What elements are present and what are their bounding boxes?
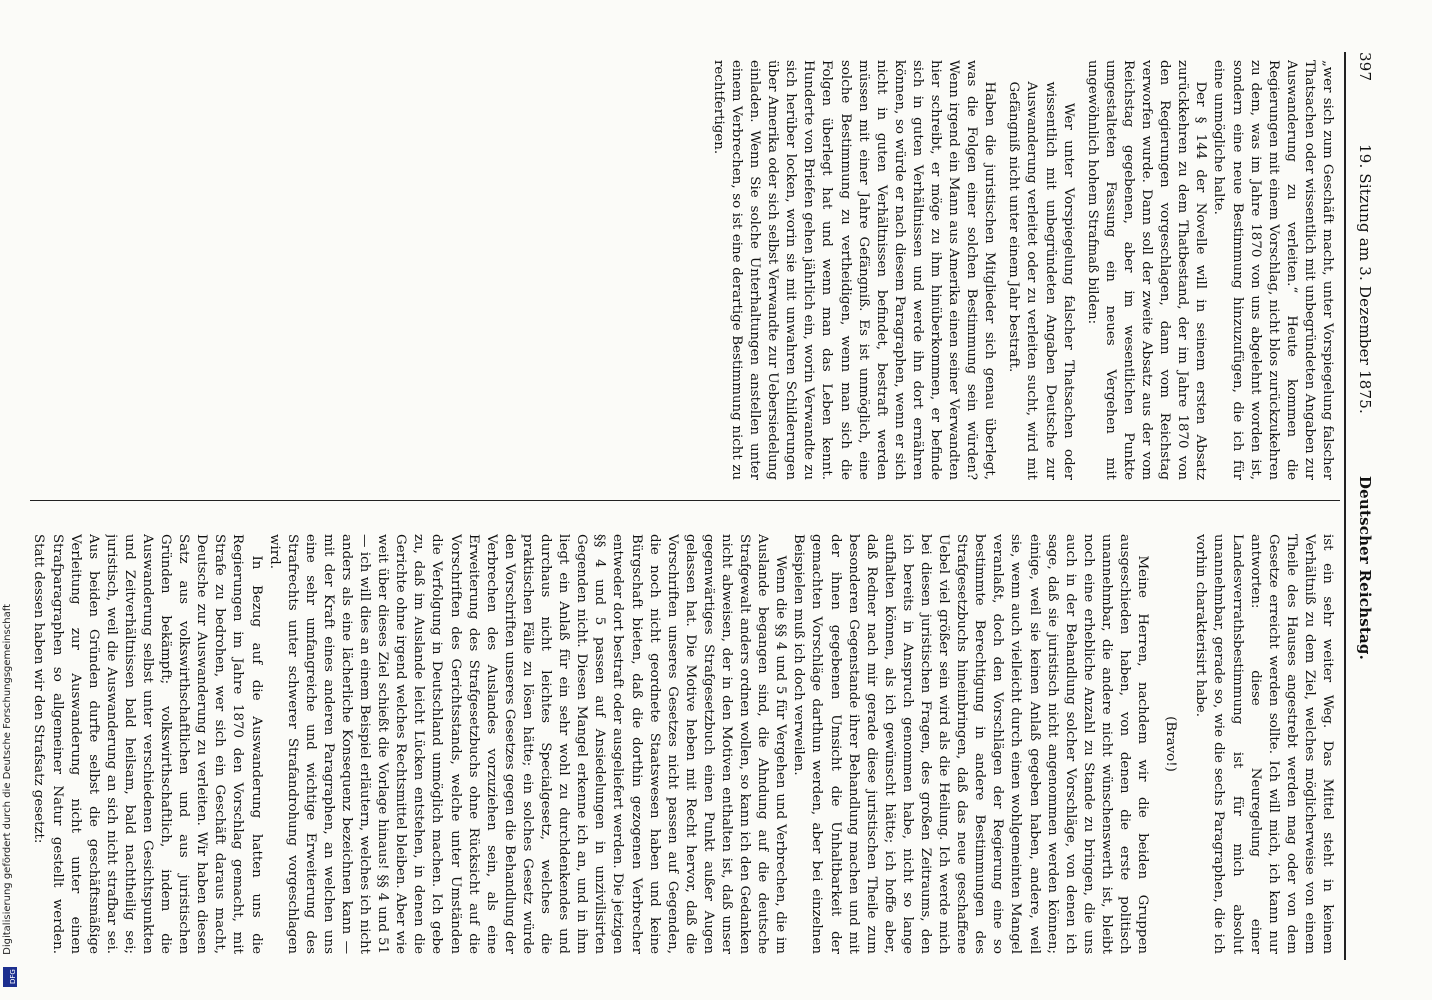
paragraph: In Bezug auf die Auswanderung hatten uns die Regierungen im Jahre 1870 den Vorschlag gemacht, mit Strafe zu bedrohen, wer sich ein Geschäft daraus macht, Deutsche zur Auswanderung zu verleiten. Wir haben diesen Satz aus volkswirthschaftlichen und aus juristischen Gründen bekämpft; volkswirthschaftlich, indem die Auswanderung selbst unter verschiedenen Gesichtspunkten und Zeitverhältnissen bald heilsam, bald nachtheilig sei; juristisch, weil die Auswanderung an sich nicht strafbar sei. Aus beiden Gründen durfte selbst die geschäftsmäßige Verleitung zur Auswanderung nicht unter einen Strafparagraphen so allgemeiner Natur gestellt werden. Statt dessen haben wir den Strafsatz gesetzt:: [31, 534, 264, 954]
header-rule: [1344, 52, 1346, 960]
right-column: [28, 534, 1336, 954]
paragraph: ist ein sehr weiter Weg. Das Mittel steht in keinem Verhältniß zu dem Ziel, welches möglicherweise von einem Theile des Hauses angestrebt werden mag oder von dem Gesetze erreicht werden sollte. Ich will mich, ich kann nur antworten: diese Neuregelung einer Landesverrathsbestimmung ist für mich absolut unannehmbar, gerade so, wie die sechs Paragraphen, die ich vorhin charakterisirt habe.: [1193, 534, 1335, 954]
paragraph: Wenn die §§ 4 und 5 für Vergehen und Verbrechen, die im Auslande begangen sind, die Ahndung auf die deutsche Strafgewalt anders ordnen wollen, so kann ich den Gedanken nicht abweisen, der in den Motiven enthalten ist, daß unser gegenwärtiges Strafgesetzbuch einen Punkt außer Augen gelassen hat. Die Motive heben mit Recht hervor, daß die Vorschriften unseres Gesetzes nicht passen auf Gegenden, die noch nicht geordnete Staatswesen haben und keine Bürgschaft bieten, daß die dorthin gezogenen Verbrecher entweder dort bestraft oder ausgeliefert werden. Die jetzigen §§ 4 und 5 passen auf Ansiedelungen in unzivilisirten Gegenden nicht. Diesen Mangel erkenne ich an, und in ihm liegt ein Anlaß für ein sehr wohl zu durchdenkendes und durchaus nicht leichtes Specialgesetz, welches die praktischen Fälle zu lösen hätte; ein solches Gesetz würde den Vorschriften unseres Gesetzes gegen die Behandlung der Verbrechen des Auslandes vorzuziehen sein, als eine Erweiterung des Strafgesetzbuchs ohne Rücksicht auf die Vorschriften des Gerichtsstands, welche unter Umständen die Verfolgung in Deutschland unmöglich machen. Ich gebe zu, daß im Auslande leicht Lücken entstehen, in denen die Gerichte ohne irgend welches Rechtsmittel bleiben. Aber wie weit über dieses Ziel schießt die Vorlage hinaus! §§ 4 und 51 — ich will dies an einem Beispiel erläutern, welches ich nicht anders als eine lächerliche Konsequenz bezeichnen kann — mit der Kraft eines anderen Paragraphen, an welchen uns eine sehr umfangreiche und wichtige Erweiterung des Strafrechts unter schwerer Strafandrohung vorgeschlagen wird.: [266, 534, 789, 954]
publication-title: Deutscher Reichstag.: [1356, 475, 1374, 660]
column-divider: [30, 500, 1340, 501]
paragraph: „wer sich zum Geschäft macht, unter Vorspiegelung falscher Thatsachen oder wissentlich mit unbegründeten Angaben zur Auswanderung zu verleiten.“ Heute kommen die Regierungen mit einem Vorschlag, nicht blos zurückzukehren zu dem, was im Jahre 1870 von uns abgelehnt worden ist, sondern eine neue Bestimmung hinzuzufügen, die ich für eine unmögliche halte.: [1211, 60, 1335, 480]
paragraph: Wer unter Vorspiegelung falscher Thatsachen oder wissentlich mit unbegründeten Angaben Deutsche zur Auswanderung verleitet oder zu verleiten sucht, wird mit Gefängniß nicht unter einem Jahr bestraft.: [1006, 81, 1076, 480]
paragraph: Haben die juristischen Mitglieder sich genau überlegt, was die Folgen einer solchen Bestimmung sein würden? Wenn irgend ein Mann aus Amerika einen seiner Verwandten hier schreibt, er möge zu ihm hinüberkommen, er befinde sich in guten Verhältnissen und werde ihn dort ernähren können, so würde er nach diesem Paragraphen, wenn er sich nicht in guten Verhältnissen befindet, bestraft werden müssen mit einer Jahre Gefängniß. Es ist unmöglich, eine solche Bestimmung zu vertheidigen, wenn man sich die Folgen überlegt hat und wenn man das Leben kennt. Hunderte von Briefen gehen jährlich ein, worin Verwandte zu sich herüber locken, worin sie mit unwahren Schilderungen über Amerika oder sich selbst Verwandte zur Uebersiedelung einladen. Wenn Sie solche Unterhaltungen anstellen unter einem Verbrechen, so ist eine derartige Bestimmung nicht zu rechtfertigen.: [710, 60, 998, 480]
paragraph: Meine Herren, nachdem wir die beiden Gruppen ausgeschieden haben, von denen die erste politisch unannehmbar, die andere nicht wünschenswerth ist, bleibt noch eine erhebliche Anzahl zu Stande zu bringen, die uns auch in der Behandlung solcher Vorschläge, von denen ich sage, daß sie juristisch nicht angenommen werden können; einige, weil sie keinen Anlaß gegeben haben, andere, weil sie, wenn auch vielleicht durch einen wohlgemeinten Mangel veranlaßt, doch den Vorschlägen der Regierung eine so bestimmte Berechtigung in andere Bestimmungen des Strafgesetzbuchs hineinbringen, daß das neue geschaffene Uebel viel größer sein wird als die Heilung. Ich werde mich bei diesen juristischen Fragen, des großen Zeitraums, den ich bereits in Anspruch genommen habe, nicht so lange aufhalten können, als ich gewünscht hätte; ich hoffe aber, daß Redner nach mir gerade diese juristischen Theile zum besonderen Gegenstande ihrer Behandlung machen und mit der ihnen gegebenen Umsicht die Unhaltbarkeit der gemachten Vorschläge darthun werden, aber bei einzelnen Beispielen muß ich doch verweilen.: [791, 534, 1151, 954]
quoted-provision: [1004, 60, 1076, 480]
left-column: [28, 60, 1336, 480]
dfg-logo-icon: DFG: [3, 967, 17, 987]
page-number: 397: [1356, 52, 1374, 82]
digitization-credit: [0, 0, 20, 1000]
paragraph: Der § 144 der Novelle will in seinem ersten Absatz zurückkehren zu dem Thatbestand, der im Jahre 1870 von den Regierungen vorgeschlagen, dann vom Reichstag verworfen wurde. Dann soll der zweite Absatz aus der vom Reichstag gegebenen, aber im wesentlichen Punkte umgestalteten Fassung ein neues Vergehen mit ungewöhnlich hohem Strafmaß bilden:: [1084, 60, 1209, 480]
interjection: (Bravo!): [1163, 716, 1179, 772]
running-head: [1352, 52, 1374, 960]
session-date: 19. Sitzung am 3. Dezember 1875.: [1356, 144, 1374, 414]
credit-text: Digitalisierung gefördert durch die Deutsche Forschungsgemeinschaft: [2, 604, 13, 955]
